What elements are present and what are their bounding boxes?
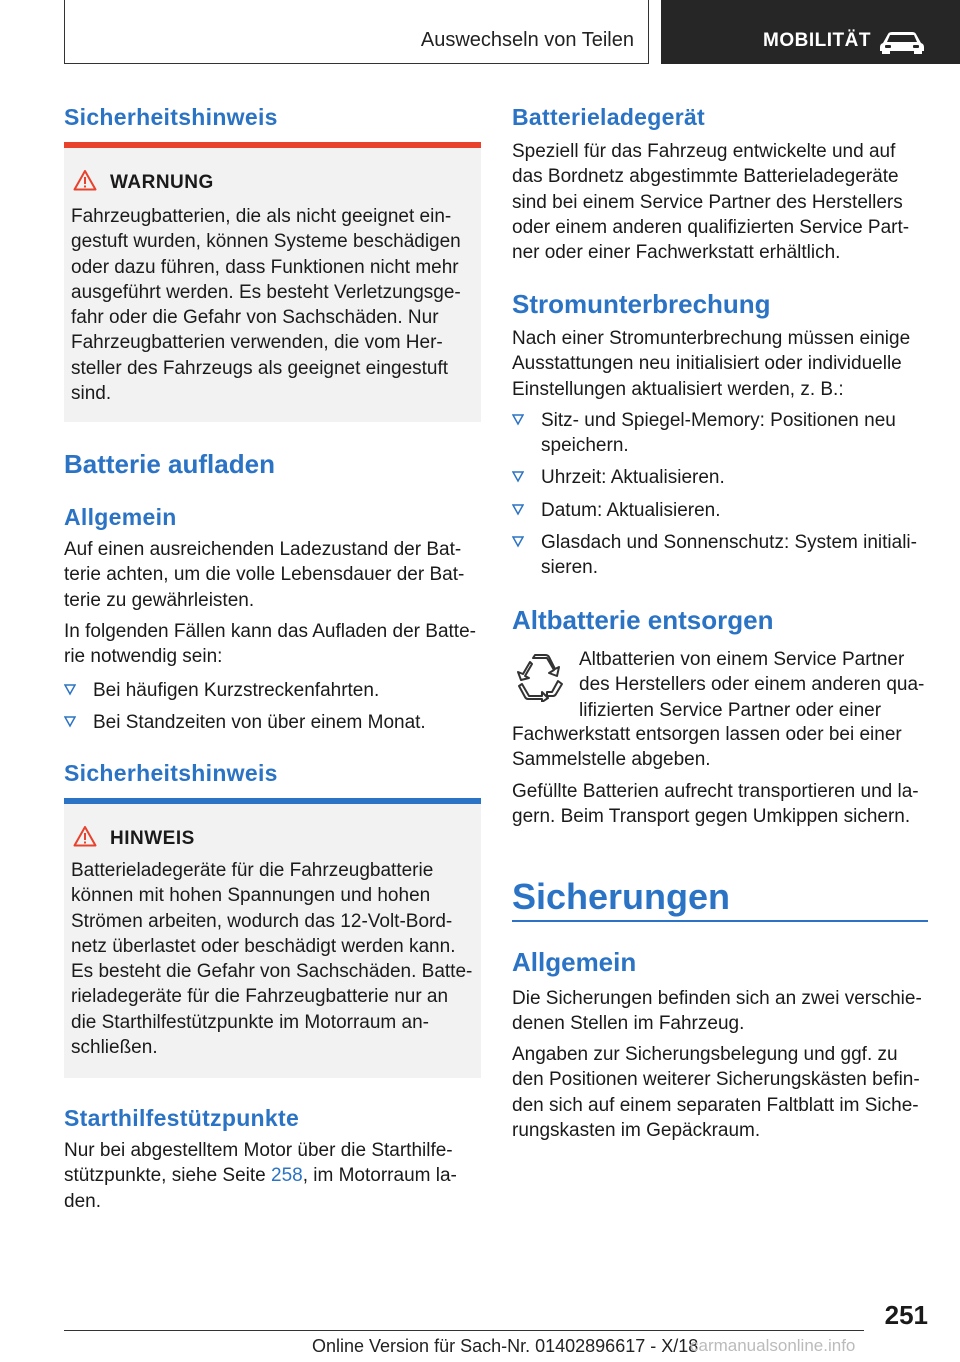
notice-box-title: HINWEIS bbox=[110, 828, 195, 849]
text-line: speichern. bbox=[541, 435, 629, 457]
text-line: sind bei einem Service Partner des Herstellers bbox=[512, 191, 903, 213]
recycle-icon bbox=[514, 652, 566, 702]
power-paragraph bbox=[512, 326, 910, 402]
warning-bar bbox=[64, 142, 481, 148]
charge-title: Batterie aufladen bbox=[64, 449, 275, 479]
text-line: sieren. bbox=[541, 557, 599, 579]
text-line: Gefüllte Batterien aufrecht transportieren und la- bbox=[512, 781, 919, 802]
header-section-title: Auswechseln von Teilen bbox=[420, 29, 634, 51]
general-paragraph-1 bbox=[64, 537, 464, 613]
text-line: Auf einen ausreichenden Ladezustand der Bat- bbox=[64, 539, 462, 560]
text-line: den sich auf einem separaten Faltblatt im Siche- bbox=[512, 1094, 919, 1116]
text-line: Batterieladegeräte für die Fahrzeugbatterie bbox=[71, 860, 434, 881]
fuses-paragraph-2 bbox=[512, 1042, 920, 1143]
text-line: Ausstattungen neu initialisiert oder individuelle bbox=[512, 353, 902, 375]
page-number: 251 bbox=[884, 1300, 928, 1330]
text-line: können mit hohen Spannungen und hohen bbox=[71, 885, 431, 907]
footer-watermark: carmanualsonline.info bbox=[690, 1336, 856, 1355]
text-line: Einstellungen aktualisiert werden, z. B.: bbox=[512, 378, 844, 400]
text-line: die Starthilfestützpunkte im Motorraum an- bbox=[71, 1011, 429, 1033]
text-line: lifizierten Service Partner oder einer bbox=[579, 699, 882, 721]
triangle-bullet-icon bbox=[512, 414, 524, 426]
text-line: In folgenden Fällen kann das Aufladen der Batte- bbox=[64, 621, 476, 642]
text-line: ner oder einer Fachwerkstatt erhältlich. bbox=[512, 242, 841, 264]
triangle-bullet-icon bbox=[512, 471, 524, 483]
text-line: Sitz- und Spiegel-Memory: Positionen neu bbox=[541, 410, 896, 431]
text-line: Datum: Aktualisieren. bbox=[541, 500, 721, 521]
general-title: Allgemein bbox=[64, 504, 177, 530]
text-line: Sammelstelle abgeben. bbox=[512, 749, 711, 771]
text-line: Fahrzeugbatterien verwenden, die vom Her- bbox=[71, 332, 443, 354]
footer-rule bbox=[64, 1330, 864, 1331]
text-line: oder dazu führen, dass Funktionen nicht mehr bbox=[71, 256, 459, 278]
header-chapter-title: MOBILITÄT bbox=[763, 30, 871, 51]
text-fragment: , im Motorraum la- bbox=[302, 1165, 457, 1187]
warning-triangle-icon bbox=[73, 169, 97, 191]
disposal-title: Altbatterie entsorgen bbox=[512, 605, 774, 635]
general-paragraph-2 bbox=[64, 619, 476, 670]
notice-bar bbox=[64, 798, 481, 804]
text-line: Altbatterien von einem Service Partner bbox=[579, 649, 905, 670]
text-line: Glasdach und Sonnenschutz: System initiali- bbox=[541, 532, 917, 553]
text-line: terie achten, um die volle Lebensdauer der Bat- bbox=[64, 564, 465, 586]
text-line: Angaben zur Sicherungsbelegung und ggf. zu bbox=[512, 1044, 898, 1065]
text-line: Fahrzeugbatterien, die als nicht geeignet ein- bbox=[71, 206, 452, 227]
text-line: rungskasten im Gepäckraum. bbox=[512, 1119, 761, 1141]
disposal-icon-text bbox=[579, 647, 924, 723]
text-fragment: stützpunkte, siehe Seite bbox=[64, 1165, 272, 1187]
jump-start-paragraph bbox=[64, 1138, 457, 1214]
fuses-title: Sicherungen bbox=[512, 876, 731, 917]
text-line bbox=[64, 1163, 457, 1188]
text-line: rieladegeräte für die Fahrzeugbatterie nur an bbox=[71, 986, 449, 1008]
jump-start-title: Starthilfestützpunkte bbox=[64, 1105, 300, 1131]
text-line: gestuft wurden, können Systeme beschädigen bbox=[71, 231, 461, 253]
text-line: oder einem anderen qualifizierten Service Part- bbox=[512, 216, 910, 238]
disposal-paragraph-1 bbox=[512, 722, 902, 773]
text-line: fahr oder die Gefahr von Sachschäden. Nur bbox=[71, 307, 439, 329]
header-section-tab bbox=[64, 0, 649, 64]
text-line: Nur bei abgestelltem Motor über die Starthilfe- bbox=[64, 1140, 453, 1161]
text-line: rie notwendig sein: bbox=[64, 646, 223, 668]
text-line: Bei häufigen Kurzstreckenfahrten. bbox=[93, 680, 380, 701]
charger-paragraph bbox=[512, 139, 909, 265]
warning-text bbox=[71, 204, 461, 406]
text-line: ausgeführt werden. Es besteht Verletzungsge- bbox=[71, 281, 461, 303]
power-interruption-title: Stromunterbrechung bbox=[512, 289, 771, 319]
text-line: das Bordnetz abgestimmte Batterieladegeräte bbox=[512, 166, 899, 188]
fuses-paragraph-1 bbox=[512, 986, 922, 1037]
text-line: gern. Beim Transport gegen Umkippen sichern. bbox=[512, 806, 911, 828]
text-line: Bei Standzeiten von über einem Monat. bbox=[93, 712, 426, 733]
triangle-bullet-icon bbox=[64, 684, 76, 696]
section-rule bbox=[512, 920, 928, 922]
text-line: des Herstellers oder einem anderen qua- bbox=[579, 674, 925, 696]
notice-text bbox=[71, 858, 472, 1060]
text-line: terie zu gewährleisten. bbox=[64, 589, 255, 611]
text-line: Strömen arbeiten, wodurch das 12-Volt-Bord- bbox=[71, 910, 453, 932]
text-line: steller des Fahrzeugs als geeignet eingestuft bbox=[71, 357, 449, 379]
disposal-paragraph-2 bbox=[512, 779, 919, 830]
text-line: Die Sicherungen befinden sich an zwei verschie- bbox=[512, 988, 922, 1009]
text-line: denen Stellen im Fahrzeug. bbox=[512, 1013, 745, 1035]
text-line: sind. bbox=[71, 383, 112, 405]
text-line: den Positionen weiterer Sicherungskästen befin- bbox=[512, 1069, 920, 1091]
text-line: Fachwerkstatt entsorgen lassen oder bei einer bbox=[512, 724, 902, 745]
charger-title: Batterieladegerät bbox=[512, 104, 706, 130]
warning-box bbox=[64, 142, 481, 422]
triangle-bullet-icon bbox=[512, 504, 524, 516]
text-line: Nach einer Stromunterbrechung müssen einige bbox=[512, 328, 911, 349]
warning-triangle-icon bbox=[73, 825, 97, 847]
text-line: Uhrzeit: Aktualisieren. bbox=[541, 467, 725, 488]
text-line: Speziell für das Fahrzeug entwickelte und auf bbox=[512, 141, 896, 162]
triangle-bullet-icon bbox=[512, 536, 524, 548]
triangle-bullet-icon bbox=[64, 716, 76, 728]
text-line: den. bbox=[64, 1190, 101, 1212]
text-line: schließen. bbox=[71, 1037, 158, 1059]
car-icon bbox=[879, 30, 925, 54]
fuses-general-title: Allgemein bbox=[512, 947, 637, 977]
footer-version-text: Online Version für Sach-Nr. 01402896617 - X/18 bbox=[312, 1336, 699, 1356]
safety-title-1: Sicherheitshinweis bbox=[64, 104, 278, 130]
safety-title-2: Sicherheitshinweis bbox=[64, 760, 278, 786]
notice-box bbox=[64, 798, 481, 1078]
text-line: netz überlastet oder beschädigt werden kann. bbox=[71, 935, 456, 957]
warning-box-title: WARNUNG bbox=[110, 172, 214, 193]
text-line: Es besteht die Gefahr von Sachschäden. Batte- bbox=[71, 961, 473, 983]
page-link-258[interactable]: 258 bbox=[271, 1165, 303, 1187]
